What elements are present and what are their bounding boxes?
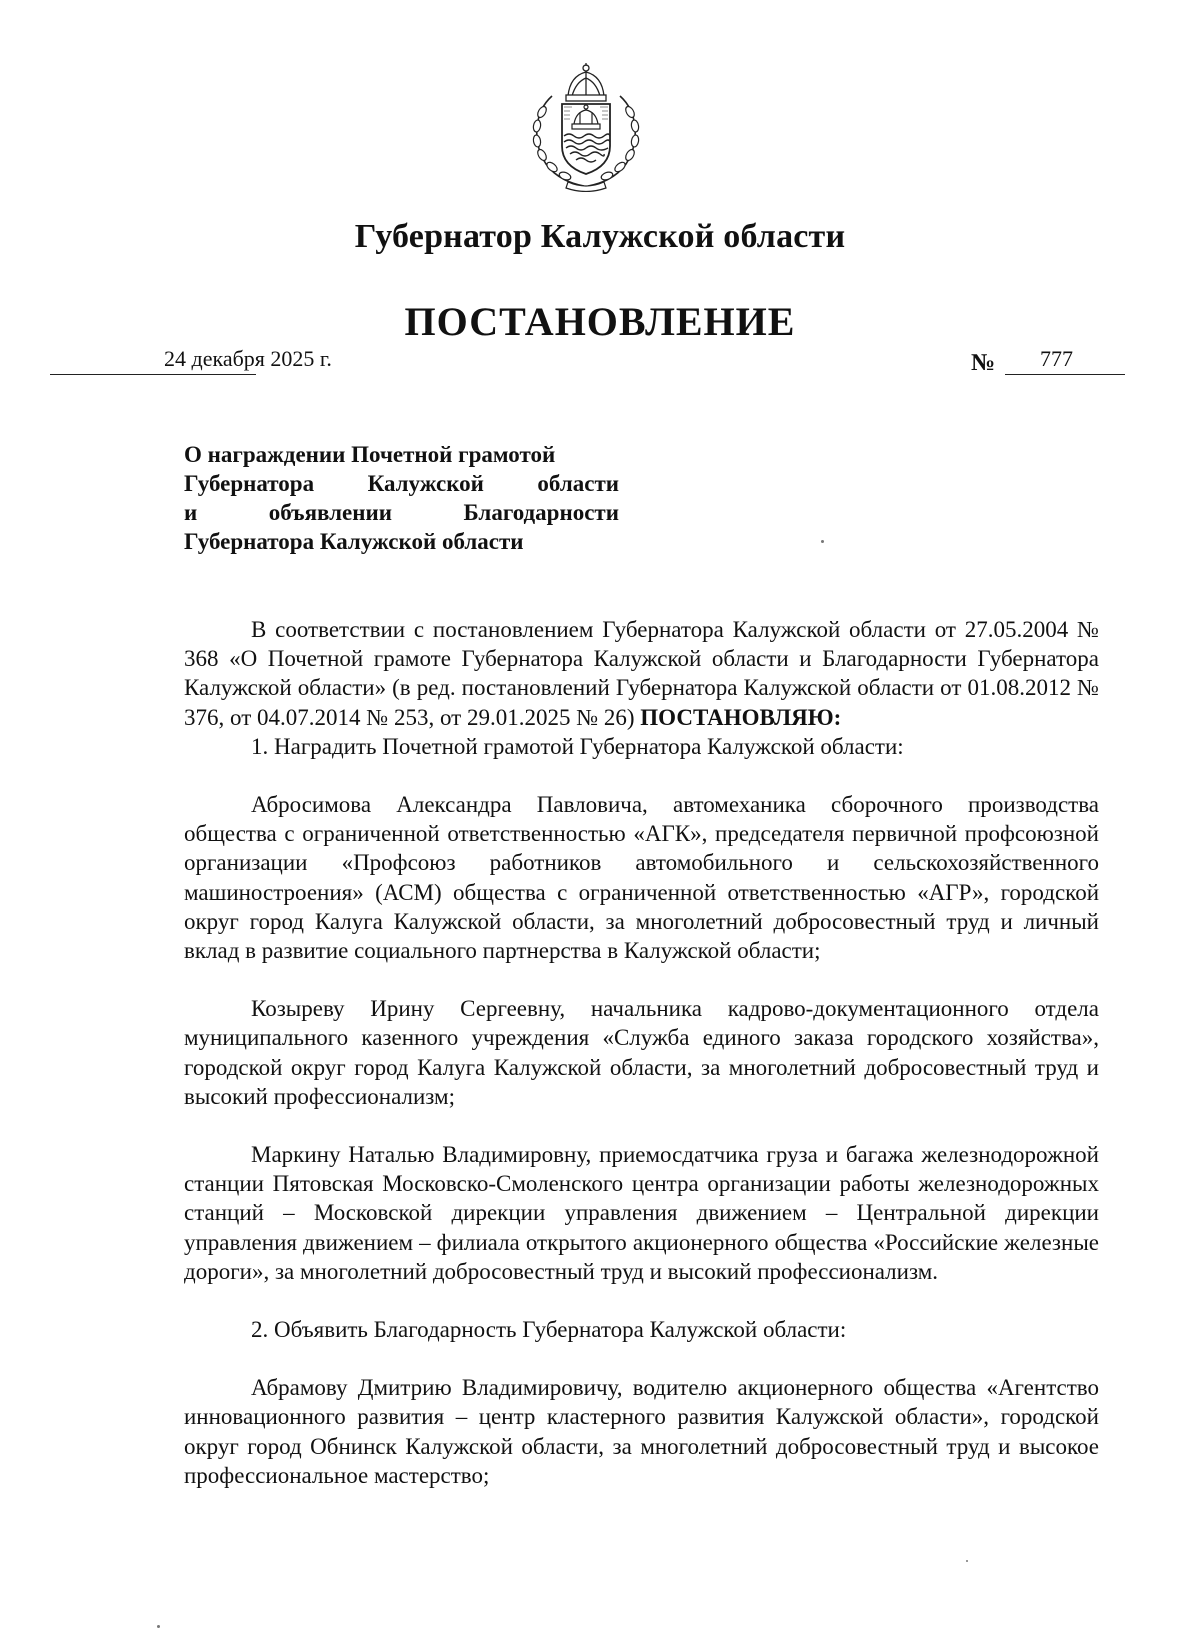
paragraph-spacer	[184, 1286, 1099, 1315]
paragraph-spacer	[184, 1111, 1099, 1140]
awardee-paragraph-3: Маркину Наталью Владимировну, приемосдатчика груза и багажа железнодорожной станции Пятовская Московско-Смоленского центра организации работы железнодорожных станций – Московской дирекции управления движением – Центральной дирекции управления движением – филиала открытого акционерного общества «Российские железные дороги», за многолетний добросовестный труд и высокий профессионализм.	[184, 1142, 1099, 1284]
document-body	[184, 615, 1099, 1490]
subject-line-2: Губернатора Калужской области	[184, 471, 619, 496]
issuing-authority: Губернатор Калужской области	[354, 218, 846, 255]
document-number: 777	[1040, 346, 1073, 371]
paragraph-spacer	[184, 1344, 1099, 1373]
subject-line-1: О награждении Почетной грамотой	[184, 442, 556, 467]
scan-speck	[821, 540, 824, 543]
awardee-paragraph-2: Козыреву Ирину Сергеевну, начальника кадрово-документационного отдела муниципального казенного учреждения «Служба единого заказа городского хозяйства», городской округ город Калуга Калужской области, за многолетний добросовестный труд и высокий профессионализм;	[184, 996, 1099, 1109]
awardee-paragraph-1: Абросимова Александра Павловича, автомеханика сборочного производства общества с ограниченной ответственностью «АГК», председателя первичной профсоюзной организации «Профсоюз работников автомобильного и сельскохозяйственного машиностроения» (АСМ) общества с ограниченной ответственностью «АГР», городской округ город Калуга Калужской области, за многолетний добросовестный труд и личный вклад в развитие социального партнерства в Калужской области;	[184, 792, 1099, 964]
gratitude-paragraph-1: Абрамову Дмитрию Владимировичу, водителю акционерного общества «Агентство инновационного развития – центр кластерного развития Калужской области», городской округ город Обнинск Калужской области, за многолетний добросовестный труд и высокое профессиональное мастерство;	[184, 1375, 1099, 1488]
subject-line-4: Губернатора Калужской области	[184, 529, 524, 554]
number-underline	[1005, 374, 1125, 375]
document-subject	[184, 440, 619, 556]
coat-of-arms-emblem	[524, 62, 648, 192]
item-2-heading: 2. Объявить Благодарность Губернатора Калужской области:	[251, 1317, 847, 1343]
resolve-keyword: ПОСТАНОВЛЯЮ:	[640, 704, 842, 730]
document-type-title: ПОСТАНОВЛЕНИЕ	[404, 299, 796, 344]
preamble-paragraph	[184, 615, 1099, 732]
paragraph-spacer	[184, 761, 1099, 790]
paragraph-spacer	[184, 965, 1099, 994]
item-1-heading: 1. Наградить Почетной грамотой Губернатора Калужской области:	[251, 733, 904, 759]
scan-speck	[966, 1560, 968, 1562]
subject-line-3: и объявлении Благодарности	[184, 500, 619, 525]
date-underline	[50, 374, 256, 375]
preamble-text: В соответствии с постановлением Губернатора Калужской области от 27.05.2004 № 368 «О Почетной грамоте Губернатора Калужской области и Благодарности Губернатора Калужской области» (в ред. постановлений Губернатора Калужской области от 01.08.2012 № 376, от 04.07.2014 № 253, от 29.01.2025 № 26)	[184, 617, 1099, 730]
document-date: 24 декабря 2025 г.	[164, 346, 332, 371]
number-sign: №	[971, 350, 996, 376]
scan-speck	[157, 1625, 160, 1628]
